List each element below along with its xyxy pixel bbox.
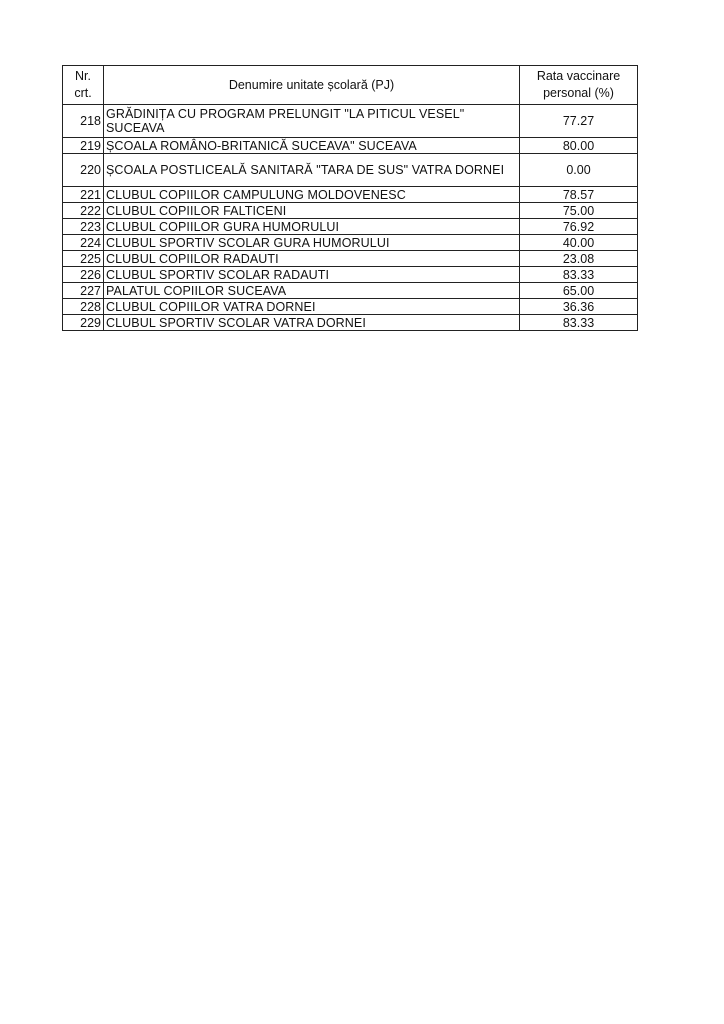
row-unit-name: CLUBUL SPORTIV SCOLAR VATRA DORNEI: [104, 315, 520, 331]
header-rate-line2: personal (%): [543, 86, 614, 100]
row-rate: 80.00: [520, 138, 638, 154]
row-nr: 218: [63, 105, 104, 138]
table-row: [63, 267, 638, 283]
row-rate: 83.33: [520, 267, 638, 283]
row-nr: 220: [63, 154, 104, 187]
row-unit-name: CLUBUL COPIILOR VATRA DORNEI: [104, 299, 520, 315]
row-nr: 223: [63, 219, 104, 235]
vaccination-table: [62, 65, 638, 331]
row-rate: 0.00: [520, 154, 638, 187]
table-row: [63, 105, 638, 138]
table-row: [63, 219, 638, 235]
row-rate: 77.27: [520, 105, 638, 138]
table-row: [63, 283, 638, 299]
row-unit-name: GRĂDINIȚA CU PROGRAM PRELUNGIT "LA PITICUL VESEL" SUCEAVA: [104, 105, 520, 138]
row-nr: 226: [63, 267, 104, 283]
row-nr: 225: [63, 251, 104, 267]
row-nr: 229: [63, 315, 104, 331]
table-row: [63, 187, 638, 203]
row-unit-name: CLUBUL COPIILOR RADAUTI: [104, 251, 520, 267]
row-rate: 40.00: [520, 235, 638, 251]
header-unit-name: Denumire unitate școlară (PJ): [104, 66, 520, 105]
row-unit-name: ȘCOALA POSTLICEALĂ SANITARĂ "TARA DE SUS" VATRA DORNEI: [104, 154, 520, 187]
table-row: [63, 154, 638, 187]
row-nr: 222: [63, 203, 104, 219]
table-header: [63, 66, 638, 105]
header-rate-line1: Rata vaccinare: [536, 69, 621, 83]
row-rate: 76.92: [520, 219, 638, 235]
header-nr-crt: [63, 66, 104, 105]
table-row: [63, 315, 638, 331]
row-unit-name: ȘCOALA ROMÂNO-BRITANICĂ SUCEAVA" SUCEAVA: [104, 138, 520, 154]
table-row: [63, 251, 638, 267]
row-nr: 228: [63, 299, 104, 315]
header-nr-line1: Nr.: [75, 69, 91, 83]
row-unit-name: CLUBUL COPIILOR GURA HUMORULUI: [104, 219, 520, 235]
row-unit-name: CLUBUL SPORTIV SCOLAR RADAUTI: [104, 267, 520, 283]
row-rate: 36.36: [520, 299, 638, 315]
row-nr: 224: [63, 235, 104, 251]
row-rate: 23.08: [520, 251, 638, 267]
row-unit-name: CLUBUL COPIILOR FALTICENI: [104, 203, 520, 219]
header-row: [63, 66, 638, 105]
row-rate: 83.33: [520, 315, 638, 331]
row-rate: 78.57: [520, 187, 638, 203]
row-unit-name: CLUBUL SPORTIV SCOLAR GURA HUMORULUI: [104, 235, 520, 251]
table-row: [63, 299, 638, 315]
header-nr-line2: crt.: [74, 86, 92, 100]
row-rate: 75.00: [520, 203, 638, 219]
row-nr: 219: [63, 138, 104, 154]
row-rate: 65.00: [520, 283, 638, 299]
row-unit-name: PALATUL COPIILOR SUCEAVA: [104, 283, 520, 299]
table-row: [63, 138, 638, 154]
table-body: [63, 105, 638, 331]
row-nr: 221: [63, 187, 104, 203]
row-unit-name: CLUBUL COPIILOR CAMPULUNG MOLDOVENESC: [104, 187, 520, 203]
row-nr: 227: [63, 283, 104, 299]
table-row: [63, 203, 638, 219]
table-row: [63, 235, 638, 251]
header-vaccination-rate: [520, 66, 638, 105]
